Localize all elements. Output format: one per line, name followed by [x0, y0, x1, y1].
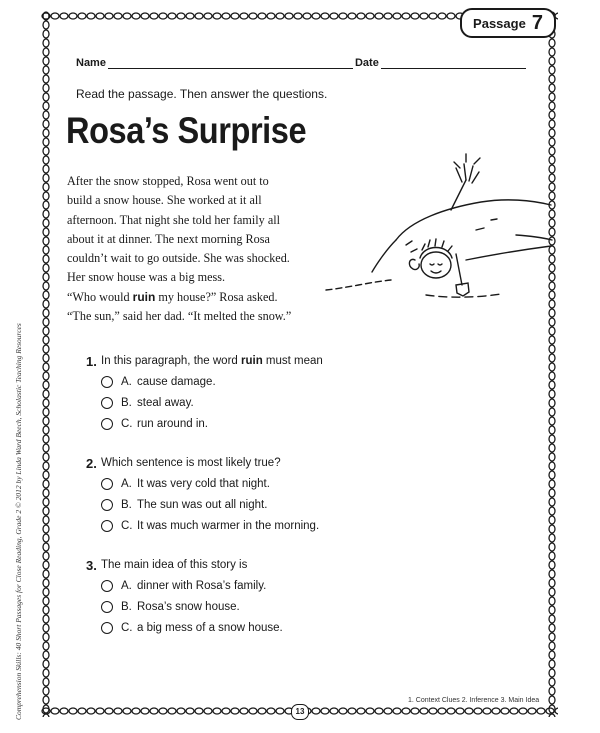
- name-label: Name: [76, 57, 106, 69]
- chain-link: [43, 30, 49, 38]
- chain-link: [549, 444, 555, 452]
- chain-link: [312, 708, 320, 714]
- chain-link: [123, 708, 131, 714]
- chain-link: [141, 708, 149, 714]
- chain-link: [384, 13, 392, 19]
- chain-link: [447, 13, 455, 19]
- chain-link: [483, 708, 491, 714]
- chain-link: [549, 696, 555, 704]
- date-field[interactable]: [381, 57, 526, 69]
- chain-link: [258, 13, 266, 19]
- chain-link: [43, 201, 49, 209]
- chain-link: [43, 147, 49, 155]
- radio-circle-icon[interactable]: [101, 397, 113, 409]
- chain-link: [43, 606, 49, 614]
- chain-link: [549, 552, 555, 560]
- chain-link: [87, 13, 95, 19]
- answer-option-2c[interactable]: C. It was much warmer in the morning.: [101, 515, 506, 536]
- chain-link: [549, 606, 555, 614]
- passage-tab-number: 7: [531, 11, 543, 34]
- chain-link: [549, 579, 555, 587]
- chain-link: [549, 417, 555, 425]
- chain-link: [168, 13, 176, 19]
- answer-option-1c[interactable]: C. run around in.: [101, 413, 506, 434]
- chain-link: [549, 426, 555, 434]
- chain-link: [43, 129, 49, 137]
- chain-link: [402, 708, 410, 714]
- chain-link: [132, 13, 140, 19]
- chain-link: [549, 48, 555, 56]
- chain-link: [420, 708, 428, 714]
- chain-link: [123, 13, 131, 19]
- chain-link: [465, 708, 473, 714]
- question-2: [86, 453, 506, 536]
- chain-link: [549, 93, 555, 101]
- chain-link: [43, 228, 49, 236]
- chain-link: [159, 13, 167, 19]
- chain-link: [78, 13, 86, 19]
- passage-line: build a snow house. She worked at it all: [67, 193, 262, 208]
- chain-link: [411, 708, 419, 714]
- chain-link: [549, 588, 555, 596]
- chain-link: [366, 13, 374, 19]
- chain-link: [43, 534, 49, 542]
- answer-option-2b[interactable]: B. The sun was out all night.: [101, 494, 506, 515]
- radio-circle-icon[interactable]: [101, 601, 113, 613]
- chain-link: [87, 708, 95, 714]
- radio-circle-icon[interactable]: [101, 520, 113, 532]
- radio-circle-icon[interactable]: [101, 622, 113, 634]
- chain-link: [43, 543, 49, 551]
- chain-link: [519, 708, 527, 714]
- chain-link: [549, 372, 555, 380]
- chain-link: [402, 13, 410, 19]
- skills-footer: 1. Context Clues 2. Inference 3. Main Idea: [408, 697, 540, 704]
- chain-link: [549, 336, 555, 344]
- chain-link: [549, 102, 555, 110]
- chain-link: [549, 660, 555, 668]
- answer-option-2a[interactable]: A. It was very cold that night.: [101, 473, 506, 494]
- chain-link: [549, 84, 555, 92]
- chain-link: [285, 13, 293, 19]
- chain-link: [105, 708, 113, 714]
- chain-link: [375, 708, 383, 714]
- chain-link: [43, 552, 49, 560]
- passage-line: After the snow stopped, Rosa went out to: [67, 174, 269, 188]
- question-text: In this paragraph, the word ruin must mean: [101, 355, 323, 367]
- answer-option-3a[interactable]: A. dinner with Rosa’s family.: [101, 575, 506, 596]
- chain-link: [43, 300, 49, 308]
- chain-link: [549, 453, 555, 461]
- quote-text: my house?” Rosa asked.: [155, 289, 278, 304]
- chain-link: [43, 255, 49, 263]
- chain-link: [330, 13, 338, 19]
- chain-link: [43, 102, 49, 110]
- chain-link: [231, 13, 239, 19]
- chain-link: [348, 708, 356, 714]
- chain-link: [43, 165, 49, 173]
- chain-link: [43, 354, 49, 362]
- chain-link: [43, 336, 49, 344]
- chain-link: [43, 246, 49, 254]
- chain-border-right: [546, 10, 558, 717]
- chain-link: [339, 708, 347, 714]
- question-3: [86, 555, 506, 638]
- quote-text: “Who would: [67, 289, 133, 304]
- chain-link: [204, 13, 212, 19]
- passage-text: [67, 172, 327, 326]
- chain-link: [114, 708, 122, 714]
- chain-link: [43, 390, 49, 398]
- chain-link: [549, 318, 555, 326]
- passage-line: Her snow house was a big mess.: [67, 270, 226, 285]
- chain-link: [330, 708, 338, 714]
- chain-link: [357, 13, 365, 19]
- chain-link: [43, 291, 49, 299]
- chain-link: [528, 708, 536, 714]
- chain-link: [549, 624, 555, 632]
- chain-link: [43, 48, 49, 56]
- chain-link: [537, 708, 545, 714]
- chain-link: [549, 408, 555, 416]
- chain-link: [43, 471, 49, 479]
- chain-link: [438, 708, 446, 714]
- chain-link: [357, 708, 365, 714]
- chain-link: [549, 525, 555, 533]
- chain-link: [456, 708, 464, 714]
- chain-link: [549, 381, 555, 389]
- chain-link: [549, 462, 555, 470]
- chain-link: [276, 13, 284, 19]
- chain-link: [43, 687, 49, 695]
- chain-link: [366, 708, 374, 714]
- chain-link: [204, 708, 212, 714]
- chain-link: [549, 480, 555, 488]
- chain-link: [43, 651, 49, 659]
- date-label: Date: [354, 57, 379, 69]
- chain-link: [549, 471, 555, 479]
- radio-circle-icon[interactable]: [101, 478, 113, 490]
- chain-link: [348, 13, 356, 19]
- chain-link: [240, 13, 248, 19]
- passage-line: “The sun,” said her dad. “It melted the snow.”: [67, 309, 292, 324]
- radio-circle-icon[interactable]: [101, 580, 113, 592]
- chain-link: [549, 669, 555, 677]
- chain-link: [375, 13, 383, 19]
- chain-link: [549, 120, 555, 128]
- chain-link: [51, 708, 59, 714]
- chain-link: [195, 13, 203, 19]
- chain-link: [43, 93, 49, 101]
- chain-link: [393, 13, 401, 19]
- chain-link: [43, 507, 49, 515]
- page-number: 13: [291, 704, 309, 720]
- chain-link: [43, 237, 49, 245]
- chain-link: [43, 633, 49, 641]
- chain-link: [213, 13, 221, 19]
- snow-house-illustration: [316, 150, 556, 310]
- chain-link: [549, 345, 555, 353]
- chain-link: [549, 678, 555, 686]
- chain-link: [549, 39, 555, 47]
- chain-link: [549, 714, 555, 717]
- radio-circle-icon[interactable]: [101, 418, 113, 430]
- chain-link: [43, 642, 49, 650]
- chain-link: [43, 39, 49, 47]
- passage-line: couldn’t wait to go outside. She was shocked.: [67, 251, 290, 266]
- chain-link: [43, 345, 49, 353]
- chain-link: [267, 13, 275, 19]
- chain-link: [186, 708, 194, 714]
- chain-link: [43, 579, 49, 587]
- chain-link: [447, 708, 455, 714]
- chain-border-left: [40, 10, 52, 717]
- chain-link: [43, 561, 49, 569]
- chain-link: [60, 13, 68, 19]
- chain-link: [177, 708, 185, 714]
- chain-link: [105, 13, 113, 19]
- chain-link: [549, 570, 555, 578]
- chain-link: [294, 13, 302, 19]
- chain-link: [96, 13, 104, 19]
- chain-link: [384, 708, 392, 714]
- chain-link: [549, 651, 555, 659]
- chain-link: [321, 13, 329, 19]
- chain-link: [429, 13, 437, 19]
- question-1: [86, 351, 506, 434]
- chain-link: [78, 708, 86, 714]
- chain-link: [43, 192, 49, 200]
- side-credit-text: Comprehension Skills: 40 Short Passages for Close Reading, Grade 2 © 2012 by Linda Ward Beech, Scholastic Teaching Resources: [14, 323, 23, 720]
- chain-link: [549, 687, 555, 695]
- chain-link: [195, 708, 203, 714]
- chain-link: [549, 705, 555, 713]
- chain-link: [60, 708, 68, 714]
- chain-link: [510, 708, 518, 714]
- chain-link: [132, 708, 140, 714]
- passage-tab: [460, 8, 556, 38]
- chain-link: [43, 111, 49, 119]
- chain-link: [69, 708, 77, 714]
- chain-link: [186, 13, 194, 19]
- chain-link: [150, 13, 158, 19]
- chain-link: [549, 138, 555, 146]
- chain-link: [168, 708, 176, 714]
- chain-link: [549, 498, 555, 506]
- chain-link: [549, 57, 555, 65]
- chain-link: [549, 534, 555, 542]
- chain-link: [549, 327, 555, 335]
- chain-link: [177, 13, 185, 19]
- chain-link: [43, 264, 49, 272]
- chain-link: [43, 453, 49, 461]
- chain-link: [549, 597, 555, 605]
- chain-link: [43, 21, 49, 29]
- chain-link: [43, 426, 49, 434]
- chain-link: [43, 678, 49, 686]
- chain-link: [222, 13, 230, 19]
- chain-link: [43, 399, 49, 407]
- directions: Read the passage. Then answer the questions.: [76, 87, 328, 101]
- chain-link: [43, 597, 49, 605]
- name-date-row: [76, 57, 526, 69]
- chain-link: [43, 714, 49, 717]
- chain-link: [43, 705, 49, 713]
- answer-option-3b[interactable]: B. Rosa’s snow house.: [101, 596, 506, 617]
- passage-line: about it at dinner. The next morning Rosa: [67, 231, 270, 246]
- chain-link: [43, 273, 49, 281]
- answer-option-1b[interactable]: B. steal away.: [101, 392, 506, 413]
- chain-link: [549, 516, 555, 524]
- chain-link: [43, 174, 49, 182]
- story-title: Rosa’s Surprise: [66, 110, 307, 151]
- chain-link: [549, 75, 555, 83]
- chain-link: [96, 708, 104, 714]
- chain-link: [43, 66, 49, 74]
- chain-link: [549, 129, 555, 137]
- chain-link: [276, 708, 284, 714]
- chain-link: [43, 210, 49, 218]
- chain-link: [150, 708, 158, 714]
- chain-link: [43, 219, 49, 227]
- question-number: 3.: [86, 557, 97, 573]
- chain-link: [43, 462, 49, 470]
- chain-link: [43, 435, 49, 443]
- question-text: The main idea of this story is: [101, 559, 248, 571]
- question-number: 2.: [86, 455, 97, 471]
- chain-link: [43, 84, 49, 92]
- chain-link: [43, 12, 49, 20]
- chain-link: [43, 183, 49, 191]
- chain-link: [549, 642, 555, 650]
- chain-link: [213, 708, 221, 714]
- chain-link: [429, 708, 437, 714]
- chain-link: [43, 309, 49, 317]
- chain-link: [549, 111, 555, 119]
- radio-circle-icon[interactable]: [101, 376, 113, 388]
- chain-link: [43, 516, 49, 524]
- chain-link: [43, 327, 49, 335]
- chain-link: [43, 57, 49, 65]
- chain-link: [549, 561, 555, 569]
- chain-link: [393, 708, 401, 714]
- answer-option-3c[interactable]: C. a big mess of a snow house.: [101, 617, 506, 638]
- side-credit: [4, 320, 24, 720]
- chain-link: [159, 708, 167, 714]
- chain-link: [43, 156, 49, 164]
- chain-link: [549, 435, 555, 443]
- chain-link: [501, 708, 509, 714]
- chain-link: [43, 489, 49, 497]
- question-text: Which sentence is most likely true?: [101, 457, 281, 469]
- chain-link: [549, 507, 555, 515]
- chain-link: [411, 13, 419, 19]
- chain-link: [549, 66, 555, 74]
- chain-link: [420, 13, 428, 19]
- chain-link: [222, 708, 230, 714]
- chain-link: [43, 444, 49, 452]
- chain-link: [141, 13, 149, 19]
- chain-link: [474, 708, 482, 714]
- chain-link: [312, 13, 320, 19]
- passage-tab-label: Passage: [473, 15, 526, 31]
- chain-link: [43, 282, 49, 290]
- chain-link: [43, 525, 49, 533]
- chain-link: [492, 708, 500, 714]
- chain-link: [43, 588, 49, 596]
- name-field[interactable]: [108, 57, 353, 69]
- chain-link: [51, 13, 59, 19]
- chain-link: [43, 417, 49, 425]
- chain-link: [43, 696, 49, 704]
- chain-link: [43, 138, 49, 146]
- chain-link: [69, 13, 77, 19]
- chain-link: [43, 498, 49, 506]
- chain-link: [549, 543, 555, 551]
- chain-link: [549, 390, 555, 398]
- chain-link: [114, 13, 122, 19]
- chain-link: [303, 13, 311, 19]
- chain-link: [43, 363, 49, 371]
- vocab-word-ruin: ruin: [241, 355, 263, 367]
- chain-link: [321, 708, 329, 714]
- chain-link: [438, 13, 446, 19]
- chain-link: [549, 399, 555, 407]
- passage-line: [67, 288, 327, 307]
- vocab-word-ruin: ruin: [132, 289, 156, 304]
- chain-link: [43, 615, 49, 623]
- chain-link: [549, 363, 555, 371]
- chain-link: [549, 489, 555, 497]
- chain-link: [267, 708, 275, 714]
- chain-link: [43, 381, 49, 389]
- passage-line: afternoon. That night she told her family all: [67, 212, 281, 227]
- chain-link: [43, 318, 49, 326]
- chain-link: [231, 708, 239, 714]
- question-number: 1.: [86, 353, 97, 369]
- chain-link: [339, 13, 347, 19]
- chain-link: [549, 615, 555, 623]
- chain-link: [43, 624, 49, 632]
- chain-link: [549, 633, 555, 641]
- chain-link: [43, 372, 49, 380]
- chain-link: [43, 480, 49, 488]
- chain-link: [549, 354, 555, 362]
- chain-link: [43, 570, 49, 578]
- radio-circle-icon[interactable]: [101, 499, 113, 511]
- chain-link: [240, 708, 248, 714]
- answer-option-1a[interactable]: A. cause damage.: [101, 371, 506, 392]
- chain-link: [43, 660, 49, 668]
- chain-link: [549, 309, 555, 317]
- chain-link: [249, 13, 257, 19]
- chain-link: [249, 708, 257, 714]
- chain-link: [43, 75, 49, 83]
- chain-link: [258, 708, 266, 714]
- chain-link: [43, 120, 49, 128]
- chain-link: [43, 669, 49, 677]
- chain-link: [43, 408, 49, 416]
